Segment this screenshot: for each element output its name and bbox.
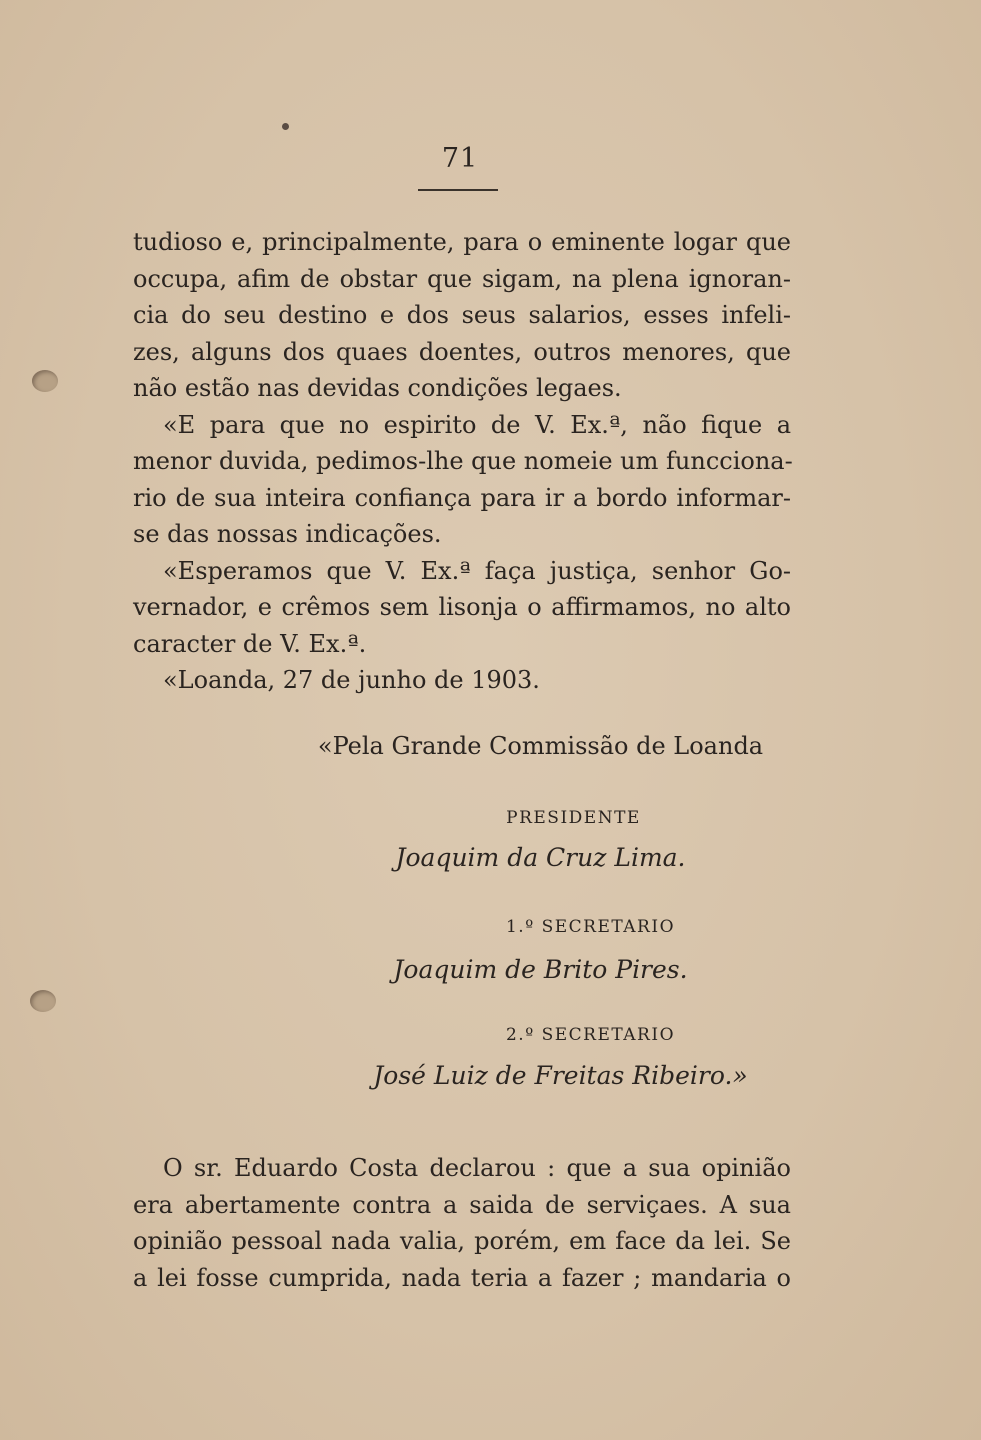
text-line: zes, alguns dos quaes doentes, outros menores, que xyxy=(133,337,791,366)
binding-hole-upper xyxy=(32,370,58,392)
text-line: tudioso e, principalmente, para o eminente logar que xyxy=(133,228,791,256)
text-line: não estão nas devidas condições legaes. xyxy=(133,374,622,402)
text-line: «Esperamos que V. Ex.ª faça justiça, senhor Go- xyxy=(163,556,791,585)
secretary1-role: 1.º SECRETARIO xyxy=(505,917,676,937)
header-rule xyxy=(418,189,498,191)
text-line: cia do seu destino e dos seus salarios, esses infeli- xyxy=(133,301,791,329)
ink-speck xyxy=(282,123,289,130)
binding-hole-lower xyxy=(30,990,56,1012)
text-line: era abertamente contra a saida de serviçaes. A sua xyxy=(133,1190,791,1219)
text-line: rio de sua inteira confiança para ir a bordo informar- xyxy=(133,483,791,512)
text-line: a lei fosse cumprida, nada teria a fazer ; mandaria o xyxy=(133,1263,791,1292)
page-number: 71 xyxy=(441,143,479,174)
text-line: occupa, afim de obstar que sigam, na plena ignoran- xyxy=(133,264,791,293)
text-line: opinião pessoal nada valia, porém, em face da lei. Se xyxy=(133,1227,791,1255)
text-line: caracter de V. Ex.ª. xyxy=(133,629,367,658)
secretary2-name: José Luiz de Freitas Ribeiro.» xyxy=(373,1061,748,1090)
president-role: PRESIDENTE xyxy=(506,808,641,828)
text-line: O sr. Eduardo Costa declarou : que a sua opinião xyxy=(163,1154,791,1182)
paragraph-eduardo-costa xyxy=(133,1150,791,1296)
text-line: vernador, e crêmos sem lisonja o affirmamos, no alto xyxy=(133,593,791,621)
signature-heading: «Pela Grande Commissão de Loanda xyxy=(317,732,764,760)
secretary1-name: Joaquim de Brito Pires. xyxy=(393,955,688,984)
secretary2-role: 2.º SECRETARIO xyxy=(505,1025,676,1045)
text-line: menor duvida, pedimos-lhe que nomeie um funcciona- xyxy=(133,447,793,475)
text-line: «E para que no espirito de V. Ex.ª, não fique a xyxy=(163,410,791,439)
text-line: se das nossas indicações. xyxy=(133,520,442,548)
president-name: Joaquim da Cruz Lima. xyxy=(395,843,686,872)
date-line: «Loanda, 27 de junho de 1903. xyxy=(163,666,540,694)
paragraph-continuation xyxy=(133,224,791,699)
